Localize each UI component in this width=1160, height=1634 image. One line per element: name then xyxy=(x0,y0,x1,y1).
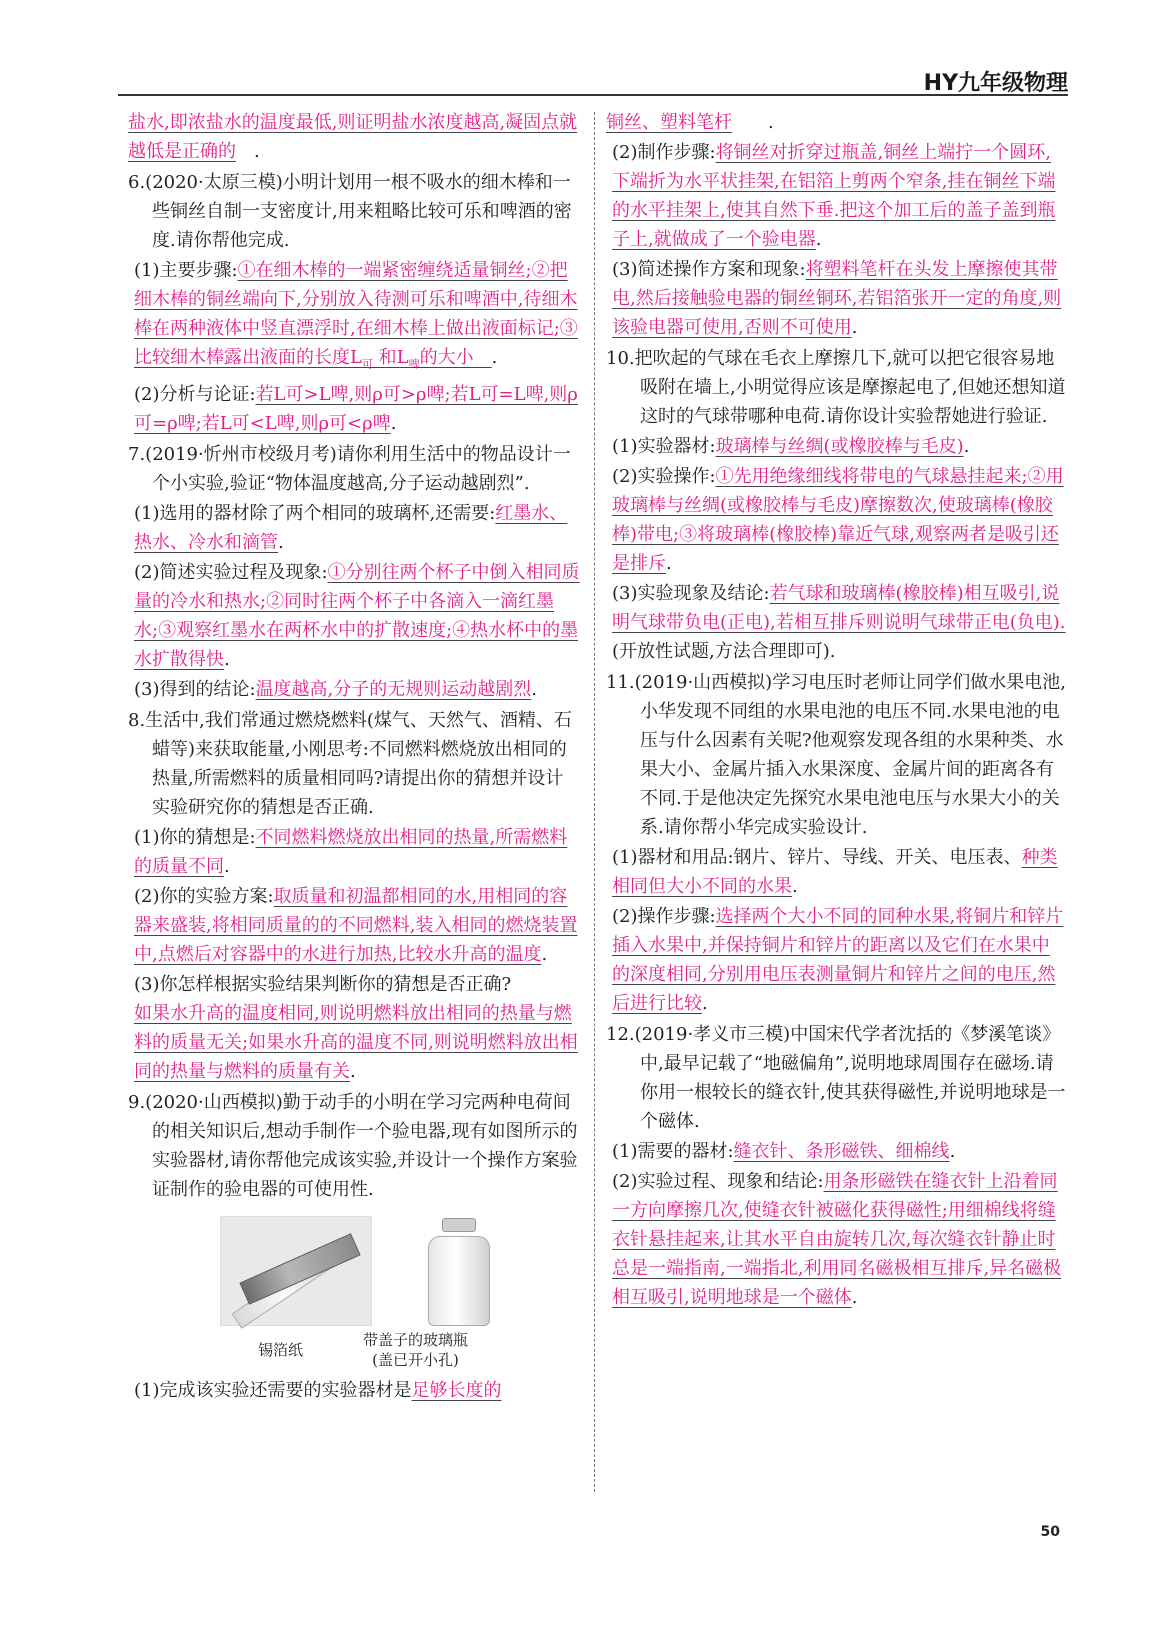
question-11-part-2: (2)操作步骤:选择两个大小不同的同种水果,将铜片和锌片插入水果中,并保持铜片和锌片的距离以及它们在水果中的深度相同,分别用电压表测量铜片和锌片之间的电压,然后进行比较. xyxy=(612,906,1064,1014)
question-10-part-1: (1)实验器材:玻璃棒与丝绸(或橡胶棒与毛皮). xyxy=(612,436,970,457)
question-10-part-2: (2)实验操作:①先用绝缘细线将带电的气球悬挂起来;②用玻璃棒与丝绸(或橡胶棒与毛皮)摩擦数次,使玻璃棒(橡胶棒)带电;③将玻璃棒(橡胶棒)靠近气球,观察两者是吸引还是排斥. xyxy=(612,466,1064,574)
question-6-stem: 6.(2020·太原三模)小明计划用一根不吸水的细木棒和一些铜丝自制一支密度计,用来粗略比较可乐和啤酒的密度.请你帮他完成. xyxy=(128,172,572,251)
answer-11-1: 种类相同但大小不同的水果 xyxy=(612,847,1058,897)
answer-7-1: 红墨水、热水、冷水和滴管 xyxy=(134,502,568,553)
question-7-part-2: (2)简述实验过程及现象:①分别往两个杯子中倒入相同质量的冷水和热水;②同时往两个杯子中各滴入一滴红墨水;③观察红墨水在两杯水中的扩散速度;④热水杯中的墨水扩散得快. xyxy=(134,561,580,670)
answer-12-1: 缝衣针、条形磁铁、细棉线 xyxy=(733,1141,950,1162)
answer-10-1: 玻璃棒与丝绸(或橡胶棒与毛皮) xyxy=(715,436,964,457)
caption-bottle: 带盖子的玻璃瓶 (盖已开小孔) xyxy=(363,1330,469,1369)
continued-answer-9-1: 铜丝、塑料笔杆 . xyxy=(606,112,774,133)
question-6-part-2: (2)分析与论证:若L可>L啤,则ρ可>ρ啤;若L可=L啤,则ρ可=ρ啤;若L可<L啤,则ρ可<ρ啤. xyxy=(134,383,578,434)
answer-8-3: 如果水升高的温度相同,则说明燃料放出相同的热量与燃料的质量无关;如果水升高的温度不同,则说明燃料放出相同的热量与燃料的质量有关 xyxy=(134,1002,578,1082)
column-divider xyxy=(594,112,595,1492)
page-number: 50 xyxy=(1040,1524,1060,1540)
answer-6-1: ①在细木棒的一端紧密缠绕适量铜丝;②把细木棒的铜丝端向下,分别放入待测可乐和啤酒中,待细木棒在两种液体中竖直漂浮时,在细木棒上做出液面标记;③比较细木棒露出液面的长度$L_可$ 和$L_啤$的大小 xyxy=(134,260,578,371)
question-7-part-1: (1)选用的器材除了两个相同的玻璃杯,还需要:红墨水、热水、冷水和滴管. xyxy=(134,502,568,553)
caption-foil: 锡箔纸 xyxy=(258,1340,304,1359)
answer-6-2: 若L可>L啤,则ρ可>ρ啤;若L可=L啤,则ρ可=ρ啤;若L可<L啤,则ρ可<ρ啤 xyxy=(134,383,578,434)
right-column xyxy=(606,108,1066,1312)
question-7-stem: 7.(2019·忻州市校级月考)请你利用生活中的物品设计一个小实验,验证“物体温度越高,分子运动越剧烈”. xyxy=(128,443,571,494)
header-rule xyxy=(118,94,1068,96)
answer-7-2: ①分别往两个杯子中倒入相同质量的冷水和热水;②同时往两个杯子中各滴入一滴红墨水;③观察红墨水在两杯水中的扩散速度;④热水杯中的墨水扩散得快 xyxy=(134,561,580,670)
question-7-part-3: (3)得到的结论:温度越高,分子的无规则运动越剧烈. xyxy=(134,678,538,700)
book-title: HY九年级物理 xyxy=(923,71,1068,96)
figure-captions xyxy=(258,1330,580,1370)
question-6-part-1: (1)主要步骤:①在细木棒的一端紧密缠绕适量铜丝;②把细木棒的铜丝端向下,分别放入待测可乐和啤酒中,待细木棒在两种液体中竖直漂浮时,在细木棒上做出液面标记;③比较细木棒露出液面的长度$L_可$ 和$L_啤$的大小 . xyxy=(134,260,578,371)
question-8-stem: 8.生活中,我们常通过燃烧燃料(煤气、天然气、酒精、石蜡等)来获取能量,小刚思考:不同燃料燃烧放出相同的热量,所需燃料的质量相同吗?请提出你的猜想并设计实验研究你的猜想是否正确. xyxy=(128,709,572,818)
answer-8-2: 取质量和初温都相同的水,用相同的容器来盛装,将相同质量的的不同燃料,装入相同的燃烧装置中,点燃后对容器中的水进行加热,比较水升高的温度 xyxy=(134,885,578,965)
question-12-part-1: (1)需要的器材:缝衣针、条形磁铁、细棉线. xyxy=(612,1141,956,1162)
question-8-part-3: (3)你怎样根据实验结果判断你的猜想是否正确? 如果水升高的温度相同,则说明燃料放出相同的热量与燃料的质量无关;如果水升高的温度不同,则说明燃料放出相同的热量与燃料的质量有关. xyxy=(134,973,578,1082)
answer-9-3: 将塑料笔杆在头发上摩擦使其带电,然后接触验电器的铜丝铜环,若铝箔张开一定的角度,则该验电器可使用,否则不可使用 xyxy=(612,259,1062,338)
question-12-part-2: (2)实验过程、现象和结论:用条形磁铁在缝衣针上沿着同一方向摩擦几次,使缝衣针被磁化获得磁性;用细棉线将缝衣针悬挂起来,让其水平自由旋转几次,每次缝衣针静止时总是一端指南,一端指北,利用同名磁极相互排斥,异名磁极相互吸引,说明地球是一个磁体. xyxy=(612,1171,1062,1308)
foil-paper-image xyxy=(220,1216,372,1326)
question-9-stem: 9.(2020·山西模拟)勤于动手的小明在学习完两种电荷间的相关知识后,想动手制作一个验电器,现有如图所示的实验器材,请你帮他完成该实验,并设计一个操作方案验证制作的验电器的可使用性. xyxy=(128,1091,578,1200)
answer-12-2: 用条形磁铁在缝衣针上沿着同一方向摩擦几次,使缝衣针被磁化获得磁性;用细棉线将缝衣针悬挂起来,让其水平自由旋转几次,每次缝衣针静止时总是一端指南,一端指北,利用同名磁极相互排斥,异名磁极相互吸引,说明地球是一个磁体 xyxy=(612,1171,1062,1308)
question-10-stem: 10.把吹起的气球在毛衣上摩擦几下,就可以把它很容易地吸附在墙上,小明觉得应该是摩擦起电了,但她还想知道这时的气球带哪种电荷.请你设计实验帮她进行验证. xyxy=(606,348,1066,427)
answer-7-3: 温度越高,分子的无规则运动越剧烈 xyxy=(255,678,532,700)
question-9-part-2: (2)制作步骤:将铜丝对折穿过瓶盖,铜丝上端拧一个圆环,下端折为水平状挂架,在铝箔上剪两个窄条,挂在铜丝下端的水平挂架上,使其自然下垂.把这个加工后的盖子盖到瓶子上,就做成了一个验电器. xyxy=(612,142,1056,250)
answer-10-3: 若气球和玻璃棒(橡胶棒)相互吸引,说明气球带负电(正电),若相互排斥则说明气球带正电(负电). xyxy=(612,583,1066,633)
left-column xyxy=(128,108,580,1405)
question-9-part-3: (3)简述操作方案和现象:将塑料笔杆在头发上摩擦使其带电,然后接触验电器的铜丝铜环,若铝箔张开一定的角度,则该验电器可使用,否则不可使用. xyxy=(612,259,1062,338)
question-8-part-2: (2)你的实验方案:取质量和初温都相同的水,用相同的容器来盛装,将相同质量的的不同燃料,装入相同的燃烧装置中,点燃后对容器中的水进行加热,比较水升高的温度. xyxy=(134,885,578,965)
answer-10-2: ①先用绝缘细线将带电的气球悬挂起来;②用玻璃棒与丝绸(或橡胶棒与毛皮)摩擦数次,使玻璃棒(橡胶棒)带电;③将玻璃棒(橡胶棒)靠近气球,观察两者是吸引还是排斥 xyxy=(612,466,1064,574)
continued-answer: 盐水,即浓盐水的温度最低,则证明盐水浓度越高,凝固点就越低是正确的 . xyxy=(128,112,578,162)
question-11-stem: 11.(2019·山西模拟)学习电压时老师让同学们做水果电池,小华发现不同组的水果电池的电压不同.水果电池的电压与什么因素有关呢?他观察发现各组的水果种类、水果大小、金属片插入水果深度、金属片间的距离各有不同.于是他决定先探究水果电池电压与水果大小的关系.请你帮小华完成实验设计. xyxy=(606,672,1066,838)
answer-8-1: 不同燃料燃烧放出相同的热量,所需燃料的质量不同 xyxy=(134,826,568,877)
equipment-figure xyxy=(220,1216,580,1326)
answer-9-1: 足够长度的 xyxy=(411,1379,502,1401)
question-11-part-1: (1)器材和用品:钢片、锌片、导线、开关、电压表、种类相同但大小不同的水果. xyxy=(612,847,1058,897)
question-12-stem: 12.(2019·孝义市三模)中国宋代学者沈括的《梦溪笔谈》中,最早记载了“地磁偏角”,说明地球周围存在磁场.请你用一根较长的缝衣针,使其获得磁性,并说明地球是一个磁体. xyxy=(606,1024,1066,1132)
answer-9-2: 将铜丝对折穿过瓶盖,铜丝上端拧一个圆环,下端折为水平状挂架,在铝箔上剪两个窄条,挂在铜丝下端的水平挂架上,使其自然下垂.把这个加工后的盖子盖到瓶子上,就做成了一个验电器 xyxy=(612,142,1056,250)
question-10-part-3: (3)实验现象及结论:若气球和玻璃棒(橡胶棒)相互吸引,说明气球带负电(正电),若相互排斥则说明气球带正电(负电).(开放性试题,方法合理即可). xyxy=(612,583,1066,662)
question-8-part-1: (1)你的猜想是:不同燃料燃烧放出相同的热量,所需燃料的质量不同. xyxy=(134,826,568,877)
question-9-part-1: (1)完成该实验还需要的实验器材是足够长度的 xyxy=(134,1379,502,1401)
answer-11-2: 选择两个大小不同的同种水果,将铜片和锌片插入水果中,并保持铜片和锌片的距离以及它们在水果中的深度相同,分别用电压表测量铜片和锌片之间的电压,然后进行比较 xyxy=(612,906,1064,1014)
glass-bottle-image xyxy=(426,1218,490,1326)
